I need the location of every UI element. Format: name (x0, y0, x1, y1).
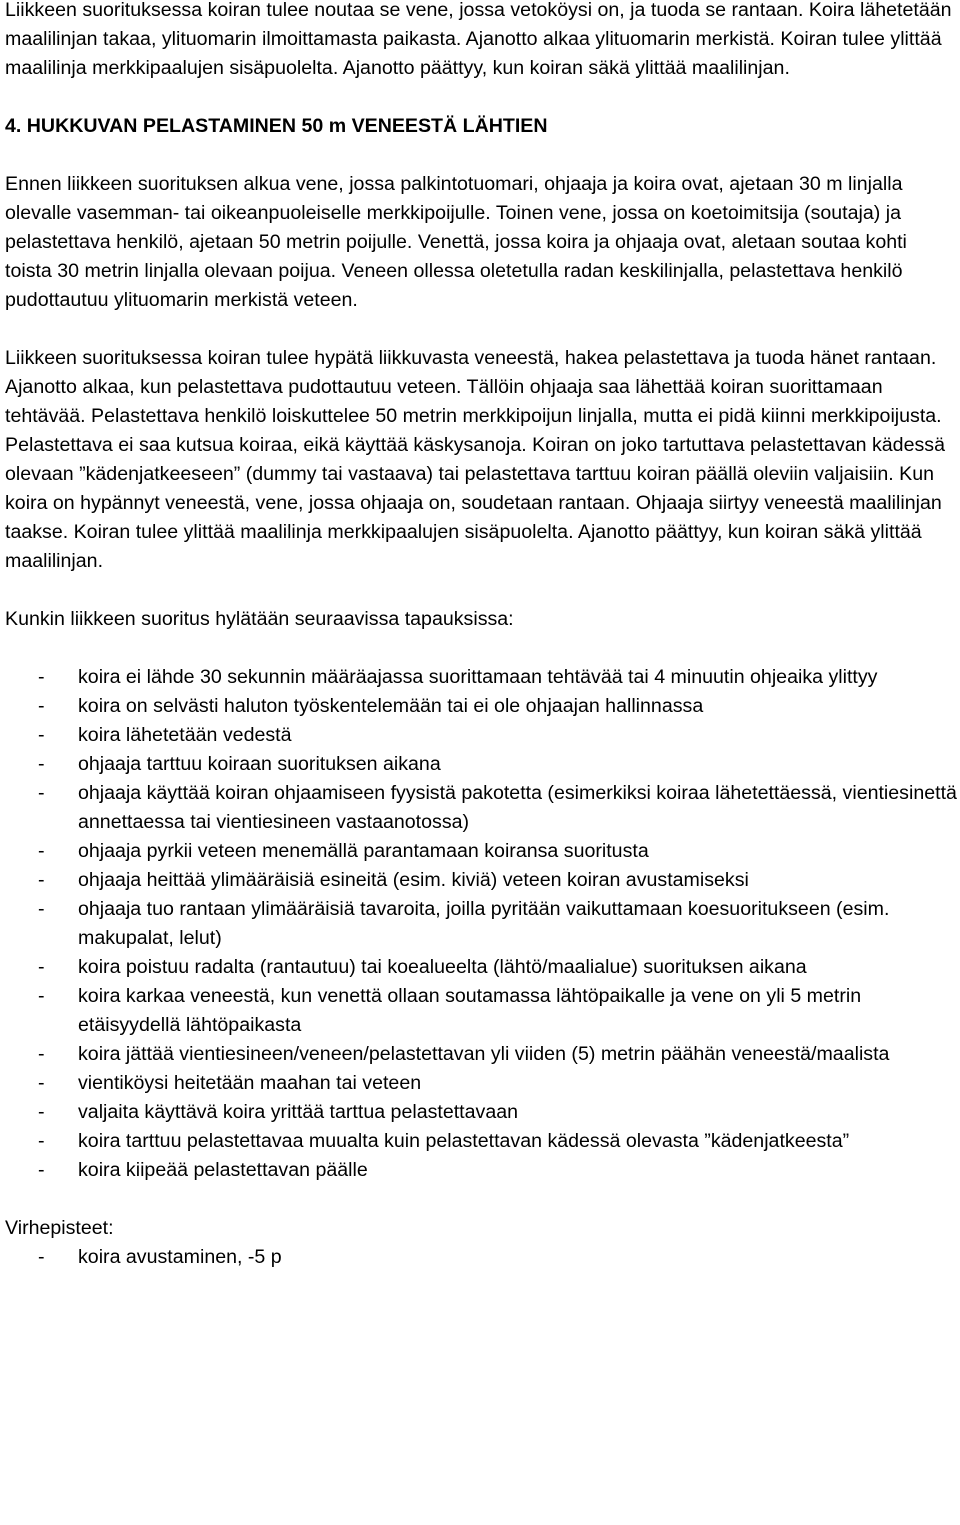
list-item (5, 895, 958, 953)
dash-marker: - (38, 956, 45, 978)
dash-marker: - (38, 840, 45, 862)
list-item (5, 1098, 958, 1127)
dash-marker: - (38, 666, 45, 688)
list-item (5, 1127, 958, 1156)
spacer (5, 315, 958, 344)
dash-marker: - (38, 985, 45, 1007)
penalty-heading: Virhepisteet: (5, 1217, 114, 1239)
dash-marker: - (38, 1101, 45, 1123)
dash-marker: - (38, 1159, 45, 1181)
list-item-text: ohjaaja tuo rantaan ylimääräisiä tavaroita, joilla pyritään vaikuttamaan koesuoritukseen (esim. makupalat, lelut) (78, 898, 890, 949)
list-item-text: ohjaaja heittää ylimääräisiä esineitä (esim. kiviä) veteen koiran avustamiseksi (78, 869, 749, 891)
list-item (5, 837, 958, 866)
list-item-text: koira ei lähde 30 sekunnin määräajassa suorittamaan tehtävää tai 4 minuutin ohjeaika ylittyy (78, 666, 878, 688)
list-item-text: ohjaaja tarttuu koiraan suorituksen aikana (78, 753, 441, 775)
list-item (5, 1156, 958, 1185)
dash-marker: - (38, 1246, 45, 1268)
dash-marker: - (38, 695, 45, 717)
list-item (5, 721, 958, 750)
list-item (5, 866, 958, 895)
list-item-text: vientiköysi heitetään maahan tai veteen (78, 1072, 422, 1094)
list-item (5, 1069, 958, 1098)
spacer (5, 83, 958, 112)
list-item-text: koira tarttuu pelastettavaa muualta kuin pelastettavan kädessä olevasta ”kädenjatkeesta” (78, 1130, 850, 1152)
list-item-text: koira kiipeää pelastettavan päälle (78, 1159, 368, 1181)
performance-paragraph: Liikkeen suorituksessa koiran tulee hypätä liikkuvasta veneestä, hakea pelastettava ja tuoda hänet rantaan. Ajanotto alkaa, kun pelastettava pudottautuu veteen. Tällöin ohjaaja saa lähettää koiran suorittamaan tehtävää. Pelastettava henkilö loiskuttelee 50 metrin merkkipoijun linjalla, mutta ei pidä kiinni merkkipoijusta. Pelastettava ei saa kutsua koiraa, eikä käyttää käskysanoja. Koiran on joko tartuttava pelastettavan kädessä olevaan ”kädenjatkeeseen” (dummy tai vastaava) tai pelastettava tarttuu koiran päällä oleviin valjaisiin. Kun koira on hypännyt veneestä, vene, jossa ohjaaja on, soudetaan rantaan. Ohjaaja siirtyy veneestä maalilinjan taakse. Koiran tulee ylittää maalilinja merkkipaalujen sisäpuolelta. Ajanotto päättyy, kun koiran säkä ylittää maalilinjan. (5, 347, 945, 572)
disqualification-list (5, 663, 958, 1185)
list-item (5, 750, 958, 779)
dash-marker: - (38, 1130, 45, 1152)
list-item-text: koira on selvästi haluton työskentelemään tai ei ole ohjaajan hallinnassa (78, 695, 704, 717)
penalty-list (5, 1243, 958, 1272)
list-item-text: koira poistuu radalta (rantautuu) tai koealueelta (lähtö/maalialue) suorituksen aikana (78, 956, 807, 978)
list-item (5, 953, 958, 982)
list-item-text: koira lähetetään vedestä (78, 724, 292, 746)
list-item (5, 1243, 958, 1272)
intro-paragraph: Liikkeen suorituksessa koiran tulee noutaa se vene, jossa vetoköysi on, ja tuoda se rantaan. Koira lähetetään maalilinjan takaa, ylituomarin ilmoittamasta paikasta. Ajanotto alkaa ylituomarin merkistä. Koiran tulee ylittää maalilinja merkkipaalujen sisäpuolelta. Ajanotto päättyy, kun koiran säkä ylittää maalilinjan. (5, 0, 952, 79)
dash-marker: - (38, 898, 45, 920)
dash-marker: - (38, 724, 45, 746)
dash-marker: - (38, 1072, 45, 1094)
list-item (5, 779, 958, 837)
list-item-text: koira karkaa veneestä, kun venettä ollaan soutamassa lähtöpaikalle ja vene on yli 5 metrin etäisyydellä lähtöpaikasta (78, 985, 862, 1036)
dash-marker: - (38, 753, 45, 775)
list-item-text: ohjaaja pyrkii veteen menemällä parantamaan koiransa suoritusta (78, 840, 649, 862)
list-item-text: koira avustaminen, -5 p (78, 1246, 282, 1268)
list-item (5, 663, 958, 692)
dash-marker: - (38, 1043, 45, 1065)
list-item-text: valjaita käyttävä koira yrittää tarttua pelastettavaan (78, 1101, 519, 1123)
spacer (5, 1185, 958, 1214)
disqualification-intro: Kunkin liikkeen suoritus hylätään seuraavissa tapauksissa: (5, 608, 514, 630)
list-item (5, 982, 958, 1040)
spacer (5, 576, 958, 605)
dash-marker: - (38, 782, 45, 804)
list-item-text: koira jättää vientiesineen/veneen/pelastettavan yli viiden (5) metrin päähän veneestä/maalista (78, 1043, 890, 1065)
setup-paragraph: Ennen liikkeen suorituksen alkua vene, jossa palkintotuomari, ohjaaja ja koira ovat, ajetaan 30 m linjalla olevalle vasemman- tai oikeanpuoleiselle merkkipoijulle. Toinen vene, jossa on koetoimitsija (soutaja) ja pelastettava henkilö, ajetaan 50 metrin poijulle. Venettä, jossa koira ja ohjaaja ovat, aletaan soutaa kohti toista 30 metrin linjalla olevaan poijua. Veneen ollessa oletetulla radan keskilinjalla, pelastettava henkilö pudottautuu ylituomarin merkistä veteen. (5, 173, 907, 311)
section-heading: 4. HUKKUVAN PELASTAMINEN 50 m VENEESTÄ LÄHTIEN (5, 115, 548, 137)
list-item (5, 1040, 958, 1069)
list-item (5, 692, 958, 721)
dash-marker: - (38, 869, 45, 891)
spacer (5, 634, 958, 663)
list-item-text: ohjaaja käyttää koiran ohjaamiseen fyysistä pakotetta (esimerkiksi koiraa lähetettäessä, vientiesinettä annettaessa tai vientiesineen vastaanotossa) (78, 782, 957, 833)
spacer (5, 141, 958, 170)
